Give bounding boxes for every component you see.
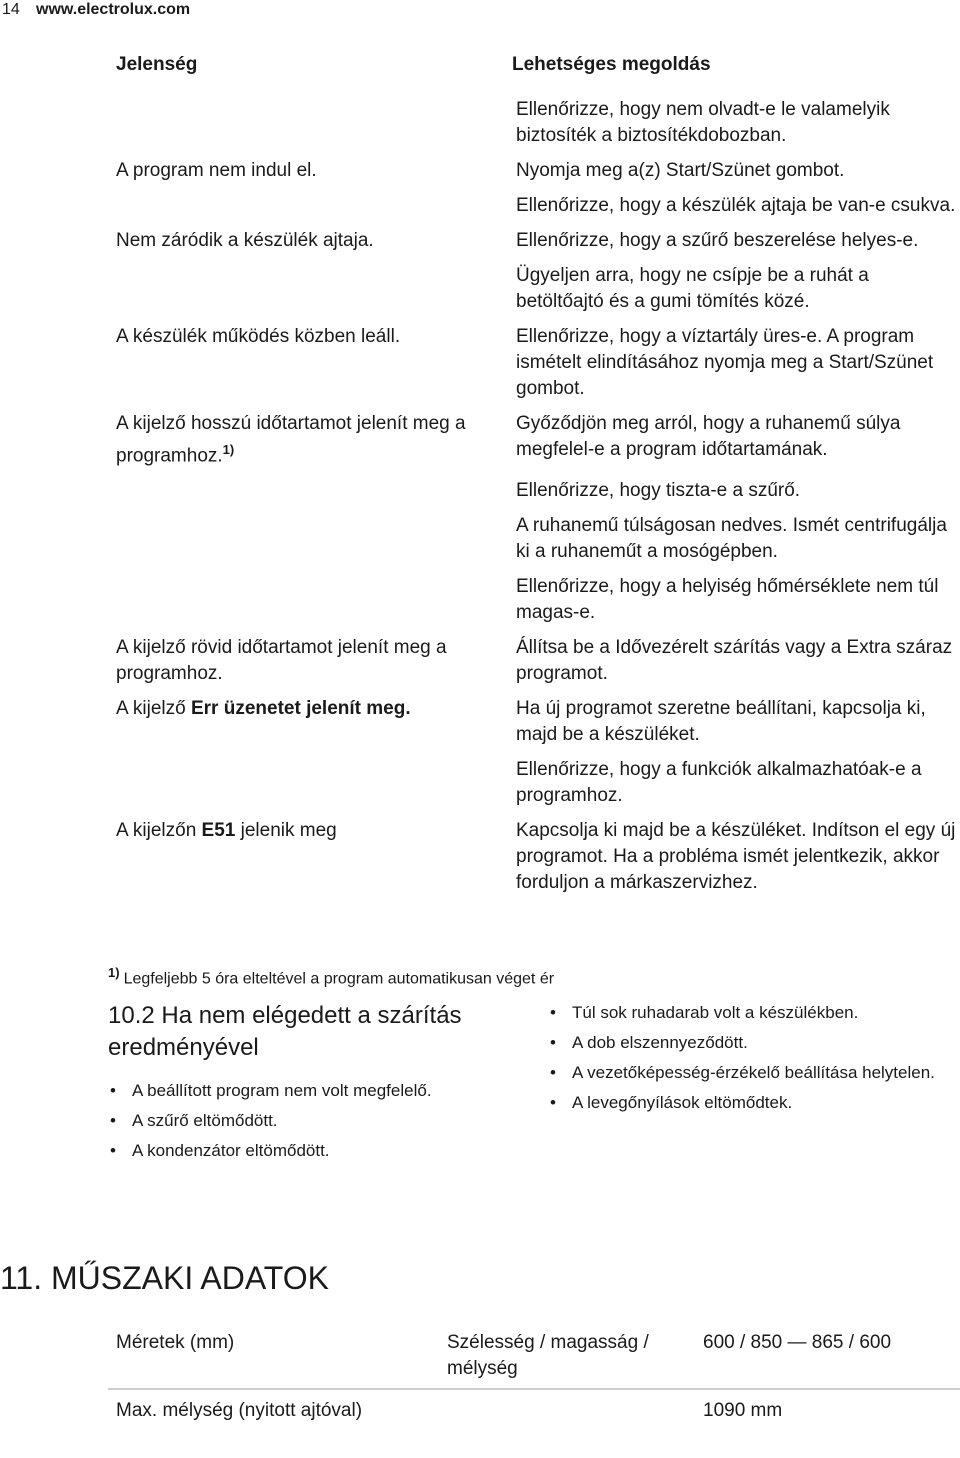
symptom-cell: [108, 473, 504, 508]
symptom-cell: [108, 752, 504, 813]
symptom-cell: [108, 508, 504, 569]
table-row: [108, 319, 960, 406]
solution-cell: Ellenőrizze, hogy a funkciók alkalmazhatóak-e a programhoz.: [504, 752, 960, 813]
cause-list-right: [548, 1002, 948, 1122]
table-row: [108, 813, 960, 900]
spec-sublabel: [439, 1389, 695, 1430]
solution-cell: Ellenőrizze, hogy a helyiség hőmérséklete nem túl magas-e.: [504, 569, 960, 630]
solution-cell: Ellenőrizze, hogy tiszta-e a szűrő.: [504, 473, 960, 508]
solution-cell: A ruhanemű túlságosan nedves. Ismét centrifugálja ki a ruhaneműt a mosógépben.: [504, 508, 960, 569]
symptom-text: A kijelzőn: [116, 820, 202, 842]
solution-cell: Győződjön meg arról, hogy a ruhanemű súlya megfelel-e a program időtartamának.: [504, 406, 960, 473]
solution-cell: Kapcsolja ki majd be a készüléket. Indítson el egy új programot. Ha a probléma ismét jelentkezik, akkor forduljon a márkaszervizhez.: [504, 813, 960, 900]
table-row: [108, 473, 960, 508]
table-row: [108, 752, 960, 813]
footnote-text: Legfeljebb 5 óra elteltével a program automatikusan véget ér: [123, 970, 555, 988]
list-item: • A beállított program nem volt megfelelő.: [108, 1080, 508, 1102]
table-row: [108, 630, 960, 691]
table-header-row: [108, 44, 960, 92]
solution-cell: Ügyeljen arra, hogy ne csípje be a ruhát a betöltőajtó és a gumi tömítés közé.: [504, 258, 960, 319]
solution-cell: Ellenőrizze, hogy a víztartály üres-e. A program ismételt elindításához nyomja meg a Start/Szünet gombot.: [504, 319, 960, 406]
solution-cell: Ellenőrizze, hogy nem olvadt-e le valamelyik biztosíték a biztosítékdobozban.: [504, 92, 960, 153]
symptom-text: jelenik meg: [235, 820, 337, 842]
solution-cell: Ha új programot szeretne beállítani, kapcsolja ki, majd be a készüléket.: [504, 691, 960, 752]
symptom-cell: [108, 691, 504, 752]
table-row: [108, 1389, 960, 1430]
symptom-cell: [108, 406, 504, 473]
list-item: • Túl sok ruhadarab volt a készülékben.: [548, 1002, 948, 1024]
symptom-text: A kijelző: [116, 698, 191, 720]
list-item: • A kondenzátor eltömődött.: [108, 1140, 508, 1162]
symptom-cell: [108, 188, 504, 223]
symptom-cell: A kijelző rövid időtartamot jelenít meg a programhoz.: [108, 630, 504, 691]
symptom-cell: [108, 92, 504, 153]
table-row: [108, 406, 960, 473]
table-row: [108, 258, 960, 319]
solution-cell: Állítsa be a Idővezérelt szárítás vagy a Extra száraz programot.: [504, 630, 960, 691]
display-message-err: Err üzenetet jelenít meg.: [190, 698, 411, 720]
list-item: • A dob elszennyeződött.: [548, 1032, 948, 1054]
footnote-marker: 1): [222, 442, 235, 457]
solution-cell: Ellenőrizze, hogy a készülék ajtaja be van-e csukva.: [504, 188, 960, 223]
table-row: [108, 569, 960, 630]
section-title: 10.2 Ha nem elégedett a szárítás eredményével: [108, 1002, 462, 1061]
chapter-title: 11. MŰSZAKI ADATOK: [0, 1260, 329, 1296]
table-row: [108, 223, 960, 258]
column-header-symptom: Jelenség: [108, 44, 504, 92]
technical-data-table: [108, 1322, 960, 1430]
table-row: [108, 92, 960, 153]
error-code-e51: E51: [201, 820, 236, 842]
spec-value: 1090 mm: [695, 1389, 960, 1430]
footnote-marker: 1): [108, 965, 120, 980]
symptom-cell: [108, 813, 504, 900]
list-item: • A szűrő eltömődött.: [108, 1110, 508, 1132]
table-footnote: [108, 962, 554, 990]
page-number: 14: [2, 1, 20, 18]
solution-cell: Ellenőrizze, hogy a szűrő beszerelése helyes-e.: [504, 223, 960, 258]
symptom-cell: A program nem indul el.: [108, 153, 504, 188]
website-url[interactable]: www.electrolux.com: [36, 1, 191, 18]
symptom-cell: A készülék működés közben leáll.: [108, 319, 504, 406]
cause-list-left: [108, 1080, 508, 1170]
table-row: [108, 508, 960, 569]
spec-sublabel: Szélesség / magasság / mélység: [447, 1332, 649, 1379]
table-row: [108, 691, 960, 752]
table-row: [108, 1322, 960, 1389]
spec-label: Max. mélység (nyitott ajtóval): [108, 1389, 439, 1430]
symptom-text: A kijelző hosszú időtartamot jelenít meg a programhoz.: [116, 413, 466, 467]
column-header-solution: Lehetséges megoldás: [504, 44, 960, 92]
list-item: • A levegőnyílások eltömődtek.: [548, 1092, 948, 1114]
troubleshooting-table: [108, 44, 960, 900]
table-row: [108, 153, 960, 188]
table-row: [108, 188, 960, 223]
solution-cell: Nyomja meg a(z) Start/Szünet gombot.: [504, 153, 960, 188]
symptom-cell: Nem záródik a készülék ajtaja.: [108, 223, 504, 258]
list-item: • A vezetőképesség-érzékelő beállítása helytelen.: [548, 1062, 948, 1084]
spec-value: 600 / 850 — 865 / 600: [703, 1332, 892, 1353]
symptom-cell: [108, 569, 504, 630]
spec-label: Méretek (mm): [116, 1332, 235, 1353]
symptom-cell: [108, 258, 504, 319]
